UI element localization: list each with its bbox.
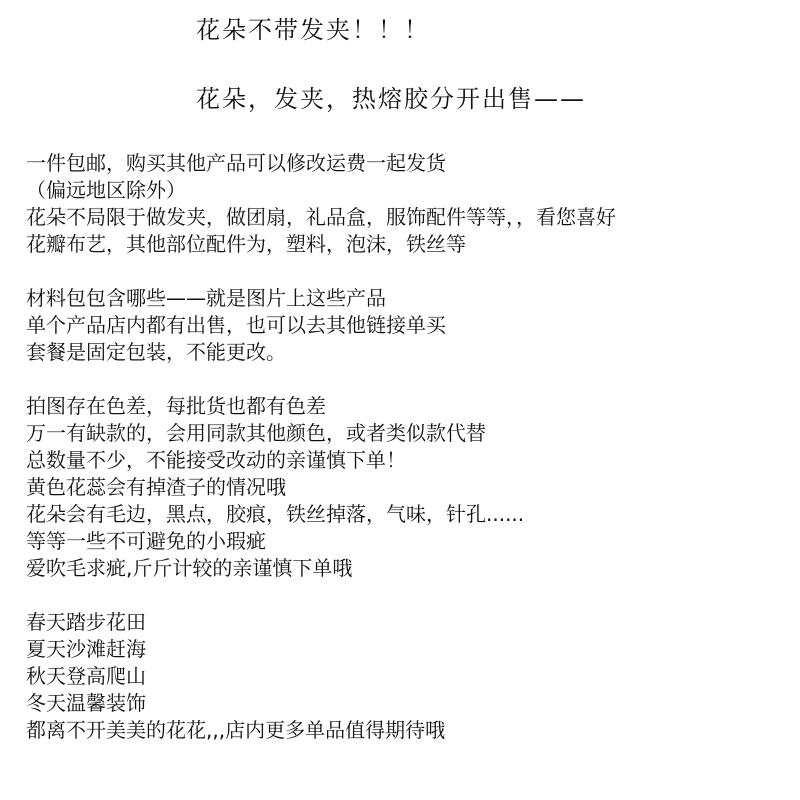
paragraph-package-contents [26, 285, 796, 366]
text-line: 单个产品店内都有出售，也可以去其他链接单买 [26, 313, 446, 337]
text-line: 等等一些不可避免的小瑕疵 [26, 529, 266, 553]
text-line: 花朵不局限于做发夹，做团扇，礼品盒，服饰配件等等，，看您喜好 [26, 205, 616, 229]
paragraph-shipping [26, 150, 796, 258]
text-line: 材料包包含哪些——就是图片上这些产品 [26, 286, 386, 310]
text-line: 拍图存在色差，每批货也都有色差 [26, 394, 326, 418]
text-line: 冬天温馨装饰 [26, 691, 146, 715]
text-line: 套餐是固定包装，不能更改。 [26, 340, 286, 364]
text-line: 夏天沙滩赶海 [26, 637, 146, 661]
text-line: 一件包邮，购买其他产品可以修改运费一起发货 [26, 151, 446, 175]
text-line: 秋天登高爬山 [26, 664, 146, 688]
headline-no-hairclip: 花朵不带发夹！！！ [196, 16, 430, 44]
text-line: 都离不开美美的花花,,,店内更多单品值得期待哦 [26, 718, 446, 742]
text-line: 万一有缺款的，会用同款其他颜色，或者类似款代替 [26, 421, 486, 445]
text-line: 爱吹毛求疵,斤斤计较的亲谨慎下单哦 [26, 556, 353, 580]
text-line: （偏远地区除外） [26, 178, 186, 202]
paragraph-seasons [26, 609, 796, 744]
notice-body [26, 150, 796, 771]
text-line: 总数量不少，不能接受改动的亲谨慎下单！ [26, 448, 406, 472]
text-line: 花瓣布艺，其他部位配件为，塑料，泡沫，铁丝等 [26, 232, 466, 256]
text-line: 黄色花蕊会有掉渣子的情况哦 [26, 475, 286, 499]
paragraph-quality-notes [26, 393, 796, 582]
text-line: 春天踏步花田 [26, 610, 146, 634]
headline-sold-separately: 花朵，发夹，热熔胶分开出售—— [196, 85, 586, 113]
text-line: 花朵会有毛边，黑点，胶痕，铁丝掉落，气味，针孔...... [26, 502, 525, 526]
